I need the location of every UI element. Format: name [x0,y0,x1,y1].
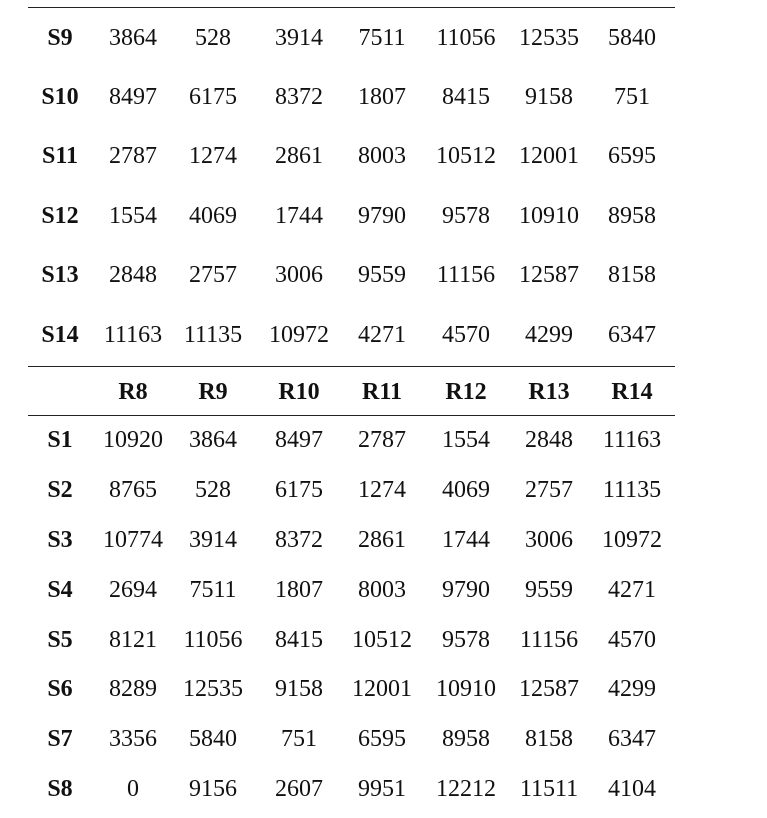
table-row [0,18,767,58]
table-cell: 9951 [358,776,406,802]
table-cell: 9790 [442,577,490,603]
row-label: S2 [47,477,73,503]
row-label: S8 [47,776,73,802]
table-cell: 3006 [525,527,573,553]
table-cell: 8497 [275,427,323,453]
row-label: S4 [47,577,73,603]
table-cell: 2861 [358,527,406,553]
table-cell: 10910 [519,203,579,229]
table-cell: 528 [195,477,231,503]
table-cell: 10920 [103,427,163,453]
table-cell: 10774 [103,527,163,553]
table-cell: 8158 [525,726,573,752]
header-row [0,372,767,412]
table-row [0,255,767,295]
column-header: R8 [118,379,148,405]
row-label: S5 [47,627,73,653]
table-cell: 3006 [275,262,323,288]
table-cell: 2694 [109,577,157,603]
table-cell: 4104 [608,776,656,802]
table-row [0,315,767,355]
table-cell: 8003 [358,143,406,169]
table-cell: 4570 [608,627,656,653]
header-rule [28,415,675,416]
table-cell: 2848 [109,262,157,288]
table-cell: 6347 [608,726,656,752]
row-label: S1 [47,427,73,453]
column-header: R13 [528,379,570,405]
table-cell: 6595 [608,143,656,169]
table-cell: 12535 [183,676,243,702]
table-cell: 9578 [442,203,490,229]
table-cell: 9578 [442,627,490,653]
table-cell: 2757 [189,262,237,288]
table-cell: 3356 [109,726,157,752]
table-cell: 7511 [358,25,406,51]
table-row [0,719,767,759]
table-cell: 1554 [442,427,490,453]
table-cell: 1274 [358,477,406,503]
table-row [0,136,767,176]
table-cell: 1274 [189,143,237,169]
table-cell: 2861 [275,143,323,169]
table-cell: 2848 [525,427,573,453]
table-cell: 8958 [608,203,656,229]
table-cell: 3864 [189,427,237,453]
table-cell: 11135 [602,477,662,503]
table-cell: 10512 [436,143,496,169]
table-cell: 12001 [352,676,412,702]
table-cell: 4299 [608,676,656,702]
table-row [0,669,767,709]
row-label: S11 [41,143,79,169]
column-header: R9 [198,379,228,405]
table-cell: 9156 [189,776,237,802]
table-cell: 11156 [519,627,579,653]
table-cell: 6347 [608,322,656,348]
table-cell: 3864 [109,25,157,51]
top-rule [28,7,675,8]
table-cell: 4069 [189,203,237,229]
column-header: R11 [361,379,402,405]
table-cell: 11511 [519,776,579,802]
table-cell: 6595 [358,726,406,752]
table-cell: 1744 [275,203,323,229]
row-label: S6 [47,676,73,702]
table-cell: 4271 [608,577,656,603]
table-cell: 2757 [525,477,573,503]
table-cell: 1807 [358,84,406,110]
table-cell: 9158 [275,676,323,702]
table-cell: 11056 [436,25,496,51]
table-cell: 1744 [442,527,490,553]
table-row [0,196,767,236]
row-label: S9 [47,25,73,51]
table-cell: 8003 [358,577,406,603]
table-cell: 9559 [525,577,573,603]
column-header: R12 [445,379,487,405]
row-label: S7 [47,726,73,752]
table-cell: 9559 [358,262,406,288]
table-cell: 3914 [189,527,237,553]
table-cell: 528 [195,25,231,51]
table-cell: 11056 [183,627,243,653]
table-cell: 8415 [275,627,323,653]
table-cell: 10972 [269,322,329,348]
middle-rule [28,366,675,367]
table-cell: 751 [614,84,650,110]
table-cell: 10972 [602,527,662,553]
table-row [0,420,767,460]
table-cell: 8765 [109,477,157,503]
table-cell: 9790 [358,203,406,229]
table-cell: 11135 [183,322,243,348]
row-label: S10 [41,84,79,110]
table-cell: 9158 [525,84,573,110]
table-cell: 12587 [519,676,579,702]
table-cell: 8158 [608,262,656,288]
table-row [0,77,767,117]
table-cell: 4299 [525,322,573,348]
table-cell: 7511 [189,577,237,603]
table-cell: 5840 [608,25,656,51]
table-cell: 6175 [275,477,323,503]
table-cell: 12587 [519,262,579,288]
table-cell: 3914 [275,25,323,51]
table-row [0,620,767,660]
table-cell: 12001 [519,143,579,169]
table-cell: 2607 [275,776,323,802]
table-cell: 8289 [109,676,157,702]
table-cell: 4069 [442,477,490,503]
table-cell: 8958 [442,726,490,752]
table-cell: 11163 [103,322,163,348]
table-cell: 2787 [109,143,157,169]
row-label: S14 [41,322,79,348]
table-cell: 8372 [275,527,323,553]
table-row [0,769,767,809]
table-cell: 8497 [109,84,157,110]
table-cell: 5840 [189,726,237,752]
row-label: S12 [41,203,79,229]
table-row [0,570,767,610]
table-cell: 1807 [275,577,323,603]
table-cell: 2787 [358,427,406,453]
table-cell: 8372 [275,84,323,110]
table-cell: 1554 [109,203,157,229]
column-header: R14 [611,379,653,405]
table-cell: 12535 [519,25,579,51]
table-cell: 6175 [189,84,237,110]
table-cell: 11163 [602,427,662,453]
row-label: S13 [41,262,79,288]
table-cell: 10512 [352,627,412,653]
table-cell: 8121 [109,627,157,653]
row-label: S3 [47,527,73,553]
table-row [0,520,767,560]
table-cell: 11156 [436,262,496,288]
table-cell: 0 [127,776,139,802]
column-header: R10 [278,379,320,405]
table-cell: 4271 [358,322,406,348]
table-row [0,470,767,510]
table-cell: 10910 [436,676,496,702]
table-cell: 4570 [442,322,490,348]
table-cell: 751 [281,726,317,752]
table-cell: 8415 [442,84,490,110]
table-cell: 12212 [436,776,496,802]
